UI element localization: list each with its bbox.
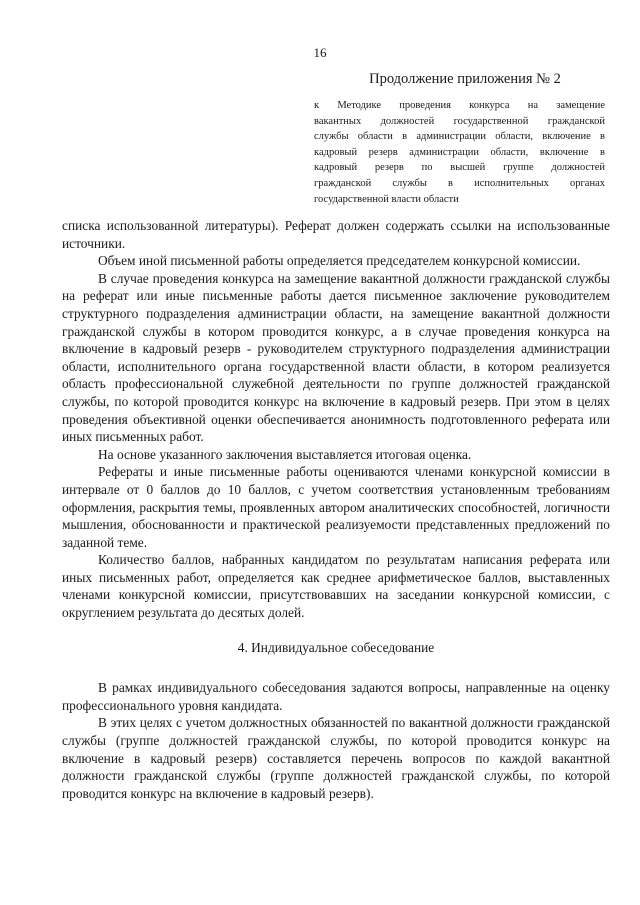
section-heading: 4. Индивидуальное собеседование bbox=[237, 639, 435, 655]
paragraph: Количество баллов, набранных кандидатом по результатам написания реферата или иных письменных работ, определяется как среднее арифметическое баллов, выставленных членами конкурсной комиссии, присутствовавших на заседании конкурсной комиссии, с округлением результата до десятых долей. bbox=[62, 552, 610, 621]
paragraph: В случае проведения конкурса на замещение вакантной должности гражданской службы на реферат или иные письменные работы дается письменное заключение руководителем структурного подразделения администрации области, на замещение вакантной должности гражданской службы в котором проводится конкурс, а в случае проведения конкурса на включение в кадровый резерв - руководителем структурного подразделения администрации области, исполнительного органа государственной власти области, в котором реализуется область профессиональной служебной деятельности по группе должностей гражданской службы, по которой проводится конкурс на включение в кадровый резерв. При этом в целях проведения объективной оценки обеспечивается анонимность подготовленного реферата или иных письменных работ. bbox=[62, 270, 610, 445]
paragraph: списка использованной литературы). Реферат должен содержать ссылки на использованные источники. bbox=[62, 218, 610, 251]
appendix-note-line: службы области в администрации области, включение в bbox=[314, 131, 605, 143]
appendix-note-line: кадровый резерв по высшей группе должностей bbox=[314, 162, 605, 174]
appendix-note-line: гражданской службы в исполнительных органах bbox=[314, 177, 605, 189]
paragraph: Рефераты и иные письменные работы оцениваются членами конкурсной комиссии в интервале от 0 баллов до 10 баллов, с учетом соответствия установленным требованиям оформления, раскрытия темы, проявленных автором аналитических способностей, логичности мышления, обоснованности и практической реализуемости представленных предложений по заданной теме. bbox=[62, 464, 610, 550]
appendix-note-line: государственной власти области bbox=[314, 193, 459, 205]
appendix-note-line: вакантных должностей государственной гражданской bbox=[314, 115, 605, 127]
paragraph: В рамках индивидуального собеседования задаются вопросы, направленные на оценку профессионального уровня кандидата. bbox=[62, 680, 610, 713]
page-number: 16 bbox=[313, 45, 327, 60]
appendix-note-line: кадровый резерв администрации области, включение в bbox=[314, 146, 605, 158]
appendix-note bbox=[314, 98, 605, 207]
appendix-note-line: к Методике проведения конкурса на замещение bbox=[314, 100, 605, 111]
paragraph: В этих целях с учетом должностных обязанностей по вакантной должности гражданской службы (группе должностей гражданской службы, по которой проводится конкурс на включение в кадровый резерв) составляется перечень вопросов по каждой вакантной должности гражданской службы (группе должностей гражданской службы, по которой проводится конкурс на включение в кадровый резерв). bbox=[62, 715, 610, 801]
appendix-title: Продолжение приложения № 2 bbox=[369, 71, 561, 87]
paragraph: На основе указанного заключения выставляется итоговая оценка. bbox=[98, 446, 472, 462]
paragraph: Объем иной письменной работы определяется председателем конкурсной комиссии. bbox=[98, 253, 581, 269]
document-body bbox=[62, 217, 610, 802]
